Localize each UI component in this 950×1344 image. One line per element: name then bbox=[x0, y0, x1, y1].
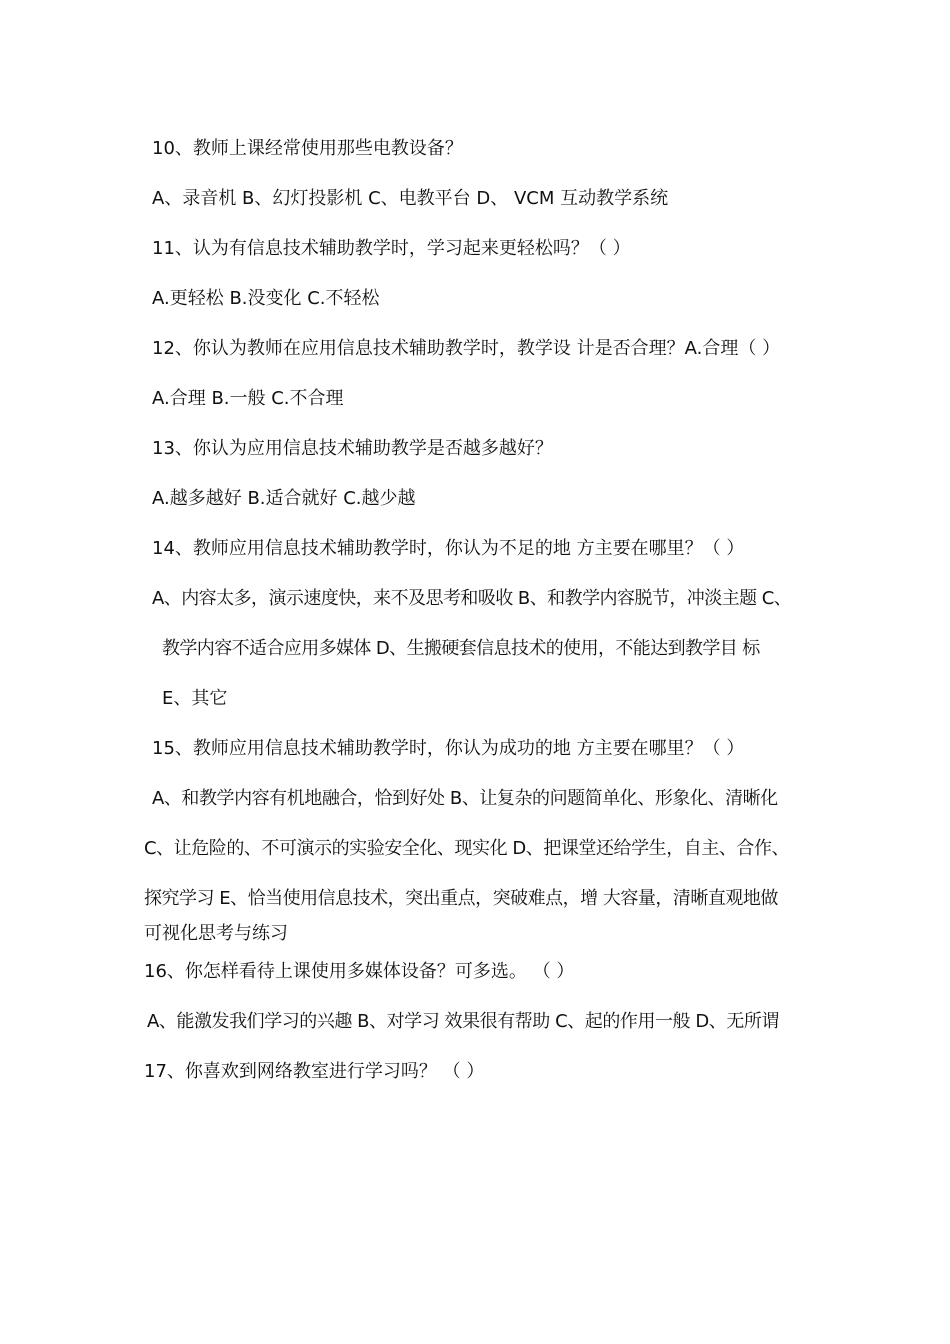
question-16: 16、你怎样看待上课使用多媒体设备？可多选。 （ ） bbox=[144, 961, 575, 982]
question-13: 13、你认为应用信息技术辅助教学是否越多越好？ bbox=[152, 438, 553, 459]
question-15-options-line-3: 探究学习 E、恰当使用信息技术，突出重点，突破难点，增 大容量，清晰直观地做 bbox=[144, 888, 778, 909]
question-16-options: A、能激发我们学习的兴趣 B、对学习 效果很有帮助 C、起的作用一般 D、无所谓 bbox=[147, 1011, 779, 1032]
question-10-options: A、录音机 B、幻灯投影机 C、电教平台 D、 VCM 互动教学系统 bbox=[152, 188, 669, 209]
question-14-options-line-2: 教学内容不适合应用多媒体 D、生搬硬套信息技术的使用，不能达到教学目 标 bbox=[162, 638, 760, 659]
question-15: 15、教师应用信息技术辅助教学时，你认为成功的地 方主要在哪里？（ ） bbox=[152, 738, 745, 759]
question-13-options: A.越多越好 B.适合就好 C.越少越 bbox=[152, 488, 416, 509]
question-15-options-line-1: A、和教学内容有机地融合，恰到好处 B、让复杂的问题简单化、形象化、清晰化 bbox=[152, 788, 778, 809]
question-11: 11、认为有信息技术辅助教学时，学习起来更轻松吗？（ ） bbox=[152, 238, 631, 259]
question-17: 17、你喜欢到网络教室进行学习吗？ （ ） bbox=[144, 1061, 485, 1082]
question-14: 14、教师应用信息技术辅助教学时，你认为不足的地 方主要在哪里？（ ） bbox=[152, 538, 745, 559]
question-14-options-line-1: A、内容太多，演示速度快，来不及思考和吸收 B、和教学内容脱节，冲淡主题 C、 bbox=[152, 588, 792, 609]
question-11-options: A.更轻松 B.没变化 C.不轻松 bbox=[152, 288, 380, 309]
question-15-options-line-4: 可视化思考与练习 bbox=[144, 923, 288, 944]
question-15-options-line-2: C、让危险的、不可演示的实验安全化、现实化 D、把课堂还给学生，自主、合作、 bbox=[144, 838, 790, 859]
question-10: 10、教师上课经常使用那些电教设备？ bbox=[152, 138, 463, 159]
question-12: 12、你认为教师在应用信息技术辅助教学时，教学设 计是否合理？A.合理（ ） bbox=[152, 338, 781, 359]
question-14-options-line-3: E、其它 bbox=[162, 688, 228, 709]
question-12-options: A.合理 B.一般 C.不合理 bbox=[152, 388, 344, 409]
